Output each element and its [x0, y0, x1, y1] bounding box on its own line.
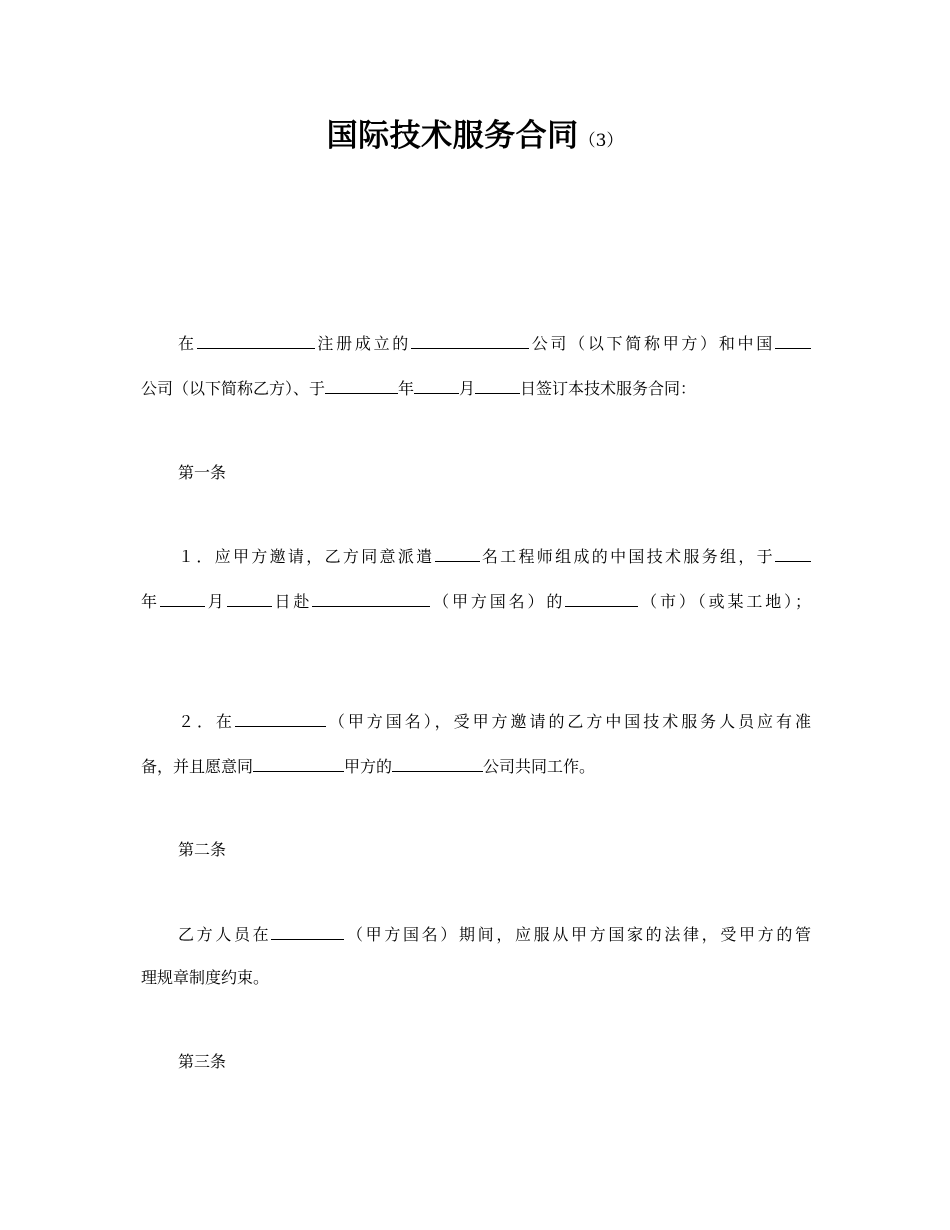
blank-field	[227, 591, 272, 607]
text: 月	[204, 592, 227, 611]
blank-field	[775, 546, 811, 562]
text: （市）（或某工地）；	[638, 592, 811, 611]
text: 日赴	[271, 592, 313, 611]
document-title	[0, 112, 950, 165]
blank-field	[565, 591, 638, 607]
intro-line-1	[178, 332, 811, 356]
text: 备，并且愿意同	[141, 757, 254, 776]
text: 公司共同工作。	[483, 757, 596, 776]
text: （甲方国名）的	[430, 592, 566, 611]
text: 年	[398, 379, 415, 398]
title-suffix: （3）	[578, 131, 624, 151]
blank-field	[271, 924, 344, 940]
text: ２．在	[178, 712, 235, 731]
article-1-item-1-line-2	[141, 590, 811, 614]
blank-field	[160, 591, 205, 607]
text: （甲方国名）期间，应服从甲方国家的法律，受甲方的管	[344, 925, 811, 944]
article-1-item-2-line-2	[141, 755, 811, 779]
text: １．应甲方邀请，乙方同意派遣	[178, 547, 435, 566]
text: 公司（以下简称乙方）、于	[141, 379, 326, 398]
intro-line-2	[141, 377, 811, 401]
article-2-line-1	[178, 923, 811, 947]
blank-field	[325, 378, 398, 394]
blank-field	[392, 756, 483, 772]
text: 公司（以下简称甲方）和中国	[529, 334, 775, 353]
text: 在	[178, 334, 197, 353]
article-1-item-1-line-1	[178, 545, 811, 569]
article-1-item-2-line-1	[178, 710, 811, 734]
text: 注册成立的	[314, 334, 411, 353]
blank-field	[775, 333, 811, 349]
article-1-heading: 第一条	[178, 463, 227, 482]
text: 乙方人员在	[178, 925, 272, 944]
blank-field	[414, 378, 459, 394]
blank-field	[475, 378, 520, 394]
blank-field	[235, 711, 326, 727]
blank-field	[312, 591, 430, 607]
title-text: 国际技术服务合同	[326, 118, 579, 154]
text: （甲方国名），受甲方邀请的乙方中国技术服务人员应有准	[325, 712, 811, 731]
text: 甲方的	[344, 757, 393, 776]
blank-field	[197, 333, 315, 349]
text: 年	[141, 592, 160, 611]
blank-field	[253, 756, 344, 772]
text: 月	[459, 379, 476, 398]
blank-field	[435, 546, 480, 562]
article-2-line-2: 理规章制度约束。	[141, 968, 270, 987]
article-3-heading: 第三条	[178, 1052, 227, 1071]
text: 日签订本技术服务合同：	[520, 379, 697, 398]
article-2-heading: 第二条	[178, 840, 227, 859]
text: 名工程师组成的中国技术服务组，于	[479, 547, 775, 566]
blank-field	[411, 333, 529, 349]
